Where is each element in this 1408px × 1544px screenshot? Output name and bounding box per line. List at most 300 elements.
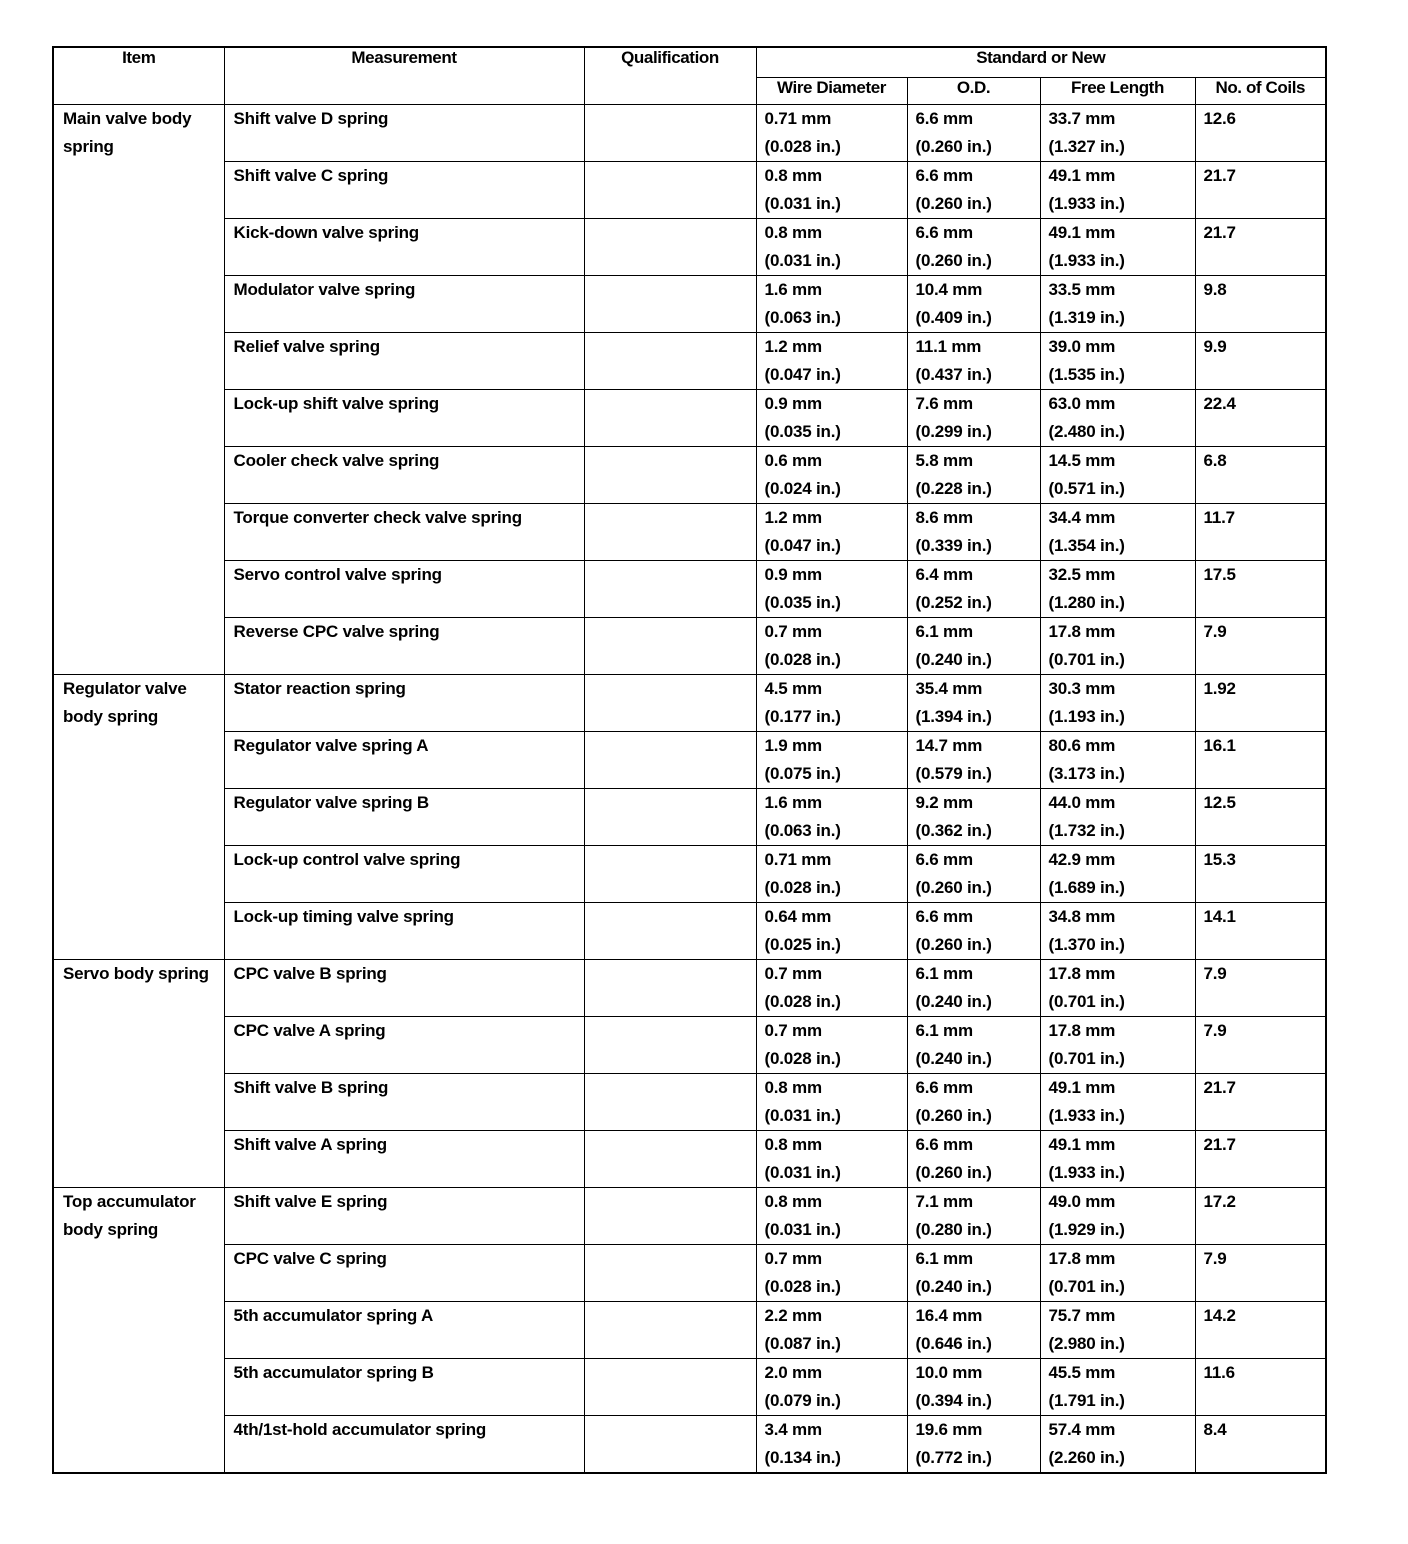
- free-length-mm: 49.1 mm: [1048, 1135, 1116, 1154]
- measurement-cell: Reverse CPC valve spring: [224, 618, 584, 675]
- item-label: Servo body spring: [63, 964, 209, 983]
- wire-diameter-cell: [756, 960, 907, 1017]
- qualification-cell: [584, 1245, 756, 1302]
- free-length-cell: [1040, 105, 1195, 162]
- qualification-cell: [584, 447, 756, 504]
- table-body: [53, 105, 1326, 1474]
- free-length-mm: 14.5 mm: [1048, 451, 1116, 470]
- od-mm: 6.1 mm: [915, 622, 973, 641]
- wire-diameter-in: (0.031 in.): [764, 1220, 841, 1239]
- wire-diameter-in: (0.028 in.): [764, 1049, 841, 1068]
- measurement-cell: Lock-up timing valve spring: [224, 903, 584, 960]
- wire-diameter-in: (0.031 in.): [764, 251, 841, 270]
- table-row: [53, 504, 1326, 561]
- wire-diameter-cell: [756, 561, 907, 618]
- wire-diameter-in: (0.031 in.): [764, 1163, 841, 1182]
- free-length-in: (0.701 in.): [1048, 650, 1125, 669]
- qualification-cell: [584, 1359, 756, 1416]
- item-group-label: [53, 960, 224, 1188]
- wire-diameter-in: (0.047 in.): [764, 365, 841, 384]
- header-standard-or-new: Standard or New: [756, 47, 1326, 77]
- od-cell: [907, 960, 1040, 1017]
- od-in: (0.260 in.): [915, 935, 992, 954]
- wire-diameter-in: (0.028 in.): [764, 137, 841, 156]
- measurement-cell: Servo control valve spring: [224, 561, 584, 618]
- qualification-cell: [584, 960, 756, 1017]
- measurement-cell: Lock-up control valve spring: [224, 846, 584, 903]
- wire-diameter-mm: 0.7 mm: [764, 964, 822, 983]
- free-length-cell: [1040, 903, 1195, 960]
- table-row: [53, 561, 1326, 618]
- od-cell: [907, 846, 1040, 903]
- od-in: (0.260 in.): [915, 1106, 992, 1125]
- qualification-cell: [584, 1188, 756, 1245]
- qualification-cell: [584, 1017, 756, 1074]
- wire-diameter-mm: 0.9 mm: [764, 394, 822, 413]
- wire-diameter-in: (0.035 in.): [764, 422, 841, 441]
- qualification-cell: [584, 732, 756, 789]
- coils-cell: 12.5: [1195, 789, 1326, 846]
- table-row: [53, 219, 1326, 276]
- od-mm: 6.1 mm: [915, 1249, 973, 1268]
- measurement-cell: Stator reaction spring: [224, 675, 584, 732]
- table-row: [53, 1131, 1326, 1188]
- measurement-cell: CPC valve B spring: [224, 960, 584, 1017]
- wire-diameter-in: (0.028 in.): [764, 878, 841, 897]
- table-row: [53, 1359, 1326, 1416]
- measurement-cell: Shift valve C spring: [224, 162, 584, 219]
- free-length-in: (2.260 in.): [1048, 1448, 1125, 1467]
- free-length-in: (2.480 in.): [1048, 422, 1125, 441]
- free-length-in: (3.173 in.): [1048, 764, 1125, 783]
- measurement-cell: Kick-down valve spring: [224, 219, 584, 276]
- free-length-mm: 57.4 mm: [1048, 1420, 1116, 1439]
- od-in: (0.228 in.): [915, 479, 992, 498]
- measurement-cell: 5th accumulator spring A: [224, 1302, 584, 1359]
- od-in: (0.260 in.): [915, 194, 992, 213]
- coils-cell: 6.8: [1195, 447, 1326, 504]
- free-length-mm: 80.6 mm: [1048, 736, 1116, 755]
- free-length-mm: 17.8 mm: [1048, 1249, 1116, 1268]
- free-length-in: (0.571 in.): [1048, 479, 1125, 498]
- od-in: (1.394 in.): [915, 707, 992, 726]
- wire-diameter-cell: [756, 1302, 907, 1359]
- od-cell: [907, 618, 1040, 675]
- free-length-mm: 33.7 mm: [1048, 109, 1116, 128]
- coils-cell: 21.7: [1195, 1074, 1326, 1131]
- free-length-mm: 30.3 mm: [1048, 679, 1116, 698]
- wire-diameter-cell: [756, 732, 907, 789]
- wire-diameter-cell: [756, 846, 907, 903]
- table-row: [53, 1416, 1326, 1474]
- item-group-label: [53, 675, 224, 960]
- wire-diameter-mm: 0.8 mm: [764, 1135, 822, 1154]
- od-cell: [907, 1359, 1040, 1416]
- free-length-in: (1.791 in.): [1048, 1391, 1125, 1410]
- free-length-in: (1.933 in.): [1048, 194, 1125, 213]
- od-mm: 16.4 mm: [915, 1306, 983, 1325]
- free-length-cell: [1040, 447, 1195, 504]
- qualification-cell: [584, 903, 756, 960]
- coils-cell: 17.2: [1195, 1188, 1326, 1245]
- wire-diameter-mm: 1.6 mm: [764, 280, 822, 299]
- measurement-cell: Regulator valve spring A: [224, 732, 584, 789]
- od-mm: 6.6 mm: [915, 1135, 973, 1154]
- wire-diameter-cell: [756, 1416, 907, 1474]
- measurement-cell: CPC valve C spring: [224, 1245, 584, 1302]
- free-length-mm: 17.8 mm: [1048, 1021, 1116, 1040]
- free-length-mm: 17.8 mm: [1048, 622, 1116, 641]
- coils-cell: 1.92: [1195, 675, 1326, 732]
- wire-diameter-cell: [756, 1017, 907, 1074]
- free-length-in: (2.980 in.): [1048, 1334, 1125, 1353]
- wire-diameter-in: (0.063 in.): [764, 308, 841, 327]
- od-in: (0.437 in.): [915, 365, 992, 384]
- free-length-in: (1.732 in.): [1048, 821, 1125, 840]
- od-cell: [907, 219, 1040, 276]
- coils-cell: 7.9: [1195, 618, 1326, 675]
- free-length-mm: 32.5 mm: [1048, 565, 1116, 584]
- od-mm: 5.8 mm: [915, 451, 973, 470]
- measurement-cell: Shift valve A spring: [224, 1131, 584, 1188]
- wire-diameter-in: (0.075 in.): [764, 764, 841, 783]
- table-row: [53, 789, 1326, 846]
- coils-cell: 21.7: [1195, 1131, 1326, 1188]
- table-row: [53, 276, 1326, 333]
- free-length-in: (0.701 in.): [1048, 992, 1125, 1011]
- free-length-mm: 75.7 mm: [1048, 1306, 1116, 1325]
- wire-diameter-mm: 0.71 mm: [764, 850, 832, 869]
- free-length-mm: 44.0 mm: [1048, 793, 1116, 812]
- od-in: (0.280 in.): [915, 1220, 992, 1239]
- od-mm: 6.6 mm: [915, 109, 973, 128]
- free-length-mm: 49.1 mm: [1048, 223, 1116, 242]
- coils-cell: 16.1: [1195, 732, 1326, 789]
- coils-cell: 17.5: [1195, 561, 1326, 618]
- free-length-in: (1.370 in.): [1048, 935, 1125, 954]
- table-row: [53, 390, 1326, 447]
- wire-diameter-mm: 0.71 mm: [764, 109, 832, 128]
- free-length-cell: [1040, 1017, 1195, 1074]
- free-length-cell: [1040, 1359, 1195, 1416]
- wire-diameter-mm: 2.0 mm: [764, 1363, 822, 1382]
- od-mm: 19.6 mm: [915, 1420, 983, 1439]
- wire-diameter-in: (0.177 in.): [764, 707, 841, 726]
- free-length-mm: 34.8 mm: [1048, 907, 1116, 926]
- od-cell: [907, 162, 1040, 219]
- coils-cell: 21.7: [1195, 162, 1326, 219]
- wire-diameter-in: (0.028 in.): [764, 1277, 841, 1296]
- free-length-cell: [1040, 1416, 1195, 1474]
- free-length-cell: [1040, 618, 1195, 675]
- spring-spec-table: [52, 46, 1327, 1474]
- wire-diameter-cell: [756, 390, 907, 447]
- od-in: (0.579 in.): [915, 764, 992, 783]
- free-length-in: (1.354 in.): [1048, 536, 1125, 555]
- free-length-mm: 17.8 mm: [1048, 964, 1116, 983]
- qualification-cell: [584, 333, 756, 390]
- od-mm: 10.4 mm: [915, 280, 983, 299]
- free-length-in: (1.280 in.): [1048, 593, 1125, 612]
- wire-diameter-mm: 0.64 mm: [764, 907, 832, 926]
- qualification-cell: [584, 162, 756, 219]
- od-in: (0.240 in.): [915, 650, 992, 669]
- wire-diameter-cell: [756, 447, 907, 504]
- qualification-cell: [584, 618, 756, 675]
- od-mm: 35.4 mm: [915, 679, 983, 698]
- coils-cell: 14.1: [1195, 903, 1326, 960]
- od-in: (0.299 in.): [915, 422, 992, 441]
- od-mm: 8.6 mm: [915, 508, 973, 527]
- wire-diameter-in: (0.079 in.): [764, 1391, 841, 1410]
- measurement-cell: Cooler check valve spring: [224, 447, 584, 504]
- table-row: [53, 960, 1326, 1017]
- od-in: (0.646 in.): [915, 1334, 992, 1353]
- od-mm: 7.6 mm: [915, 394, 973, 413]
- wire-diameter-cell: [756, 789, 907, 846]
- wire-diameter-mm: 0.7 mm: [764, 1021, 822, 1040]
- wire-diameter-in: (0.024 in.): [764, 479, 841, 498]
- od-cell: [907, 333, 1040, 390]
- od-in: (0.252 in.): [915, 593, 992, 612]
- free-length-in: (1.535 in.): [1048, 365, 1125, 384]
- od-cell: [907, 1302, 1040, 1359]
- wire-diameter-mm: 2.2 mm: [764, 1306, 822, 1325]
- od-cell: [907, 1245, 1040, 1302]
- qualification-cell: [584, 789, 756, 846]
- free-length-cell: [1040, 1302, 1195, 1359]
- header-row: [53, 47, 1326, 77]
- wire-diameter-in: (0.087 in.): [764, 1334, 841, 1353]
- od-cell: [907, 1017, 1040, 1074]
- table-row: [53, 903, 1326, 960]
- wire-diameter-cell: [756, 1188, 907, 1245]
- free-length-cell: [1040, 333, 1195, 390]
- table-row: [53, 846, 1326, 903]
- od-mm: 6.4 mm: [915, 565, 973, 584]
- wire-diameter-mm: 0.9 mm: [764, 565, 822, 584]
- od-mm: 6.6 mm: [915, 223, 973, 242]
- od-cell: [907, 447, 1040, 504]
- od-in: (0.260 in.): [915, 1163, 992, 1182]
- wire-diameter-in: (0.035 in.): [764, 593, 841, 612]
- wire-diameter-cell: [756, 1131, 907, 1188]
- header-coils: No. of Coils: [1195, 77, 1326, 104]
- qualification-cell: [584, 561, 756, 618]
- wire-diameter-cell: [756, 675, 907, 732]
- wire-diameter-cell: [756, 903, 907, 960]
- free-length-in: (1.933 in.): [1048, 251, 1125, 270]
- wire-diameter-cell: [756, 1359, 907, 1416]
- od-cell: [907, 732, 1040, 789]
- wire-diameter-mm: 1.6 mm: [764, 793, 822, 812]
- header-od: O.D.: [907, 77, 1040, 104]
- wire-diameter-in: (0.031 in.): [764, 1106, 841, 1125]
- qualification-cell: [584, 504, 756, 561]
- measurement-cell: Modulator valve spring: [224, 276, 584, 333]
- free-length-mm: 49.1 mm: [1048, 166, 1116, 185]
- coils-cell: 11.6: [1195, 1359, 1326, 1416]
- wire-diameter-cell: [756, 333, 907, 390]
- wire-diameter-in: (0.025 in.): [764, 935, 841, 954]
- od-mm: 6.6 mm: [915, 166, 973, 185]
- wire-diameter-mm: 0.6 mm: [764, 451, 822, 470]
- od-mm: 6.6 mm: [915, 907, 973, 926]
- item-group-label: [53, 1188, 224, 1474]
- measurement-cell: 4th/1st-hold accumulator spring: [224, 1416, 584, 1474]
- od-cell: [907, 1416, 1040, 1474]
- od-cell: [907, 675, 1040, 732]
- free-length-in: (1.193 in.): [1048, 707, 1125, 726]
- qualification-cell: [584, 1416, 756, 1474]
- table-row: [53, 675, 1326, 732]
- od-cell: [907, 105, 1040, 162]
- wire-diameter-cell: [756, 1074, 907, 1131]
- item-label: Main valve body spring: [63, 109, 192, 156]
- measurement-cell: Torque converter check valve spring: [224, 504, 584, 561]
- free-length-mm: 39.0 mm: [1048, 337, 1116, 356]
- free-length-cell: [1040, 1188, 1195, 1245]
- table-row: [53, 1017, 1326, 1074]
- free-length-in: (1.933 in.): [1048, 1163, 1125, 1182]
- od-mm: 6.6 mm: [915, 850, 973, 869]
- wire-diameter-mm: 3.4 mm: [764, 1420, 822, 1439]
- qualification-cell: [584, 219, 756, 276]
- free-length-in: (1.327 in.): [1048, 137, 1125, 156]
- header-item: Item: [53, 47, 224, 105]
- item-label: Top accumulator body spring: [63, 1192, 196, 1239]
- wire-diameter-mm: 4.5 mm: [764, 679, 822, 698]
- od-in: (0.362 in.): [915, 821, 992, 840]
- free-length-cell: [1040, 1131, 1195, 1188]
- coils-cell: 12.6: [1195, 105, 1326, 162]
- coils-cell: 8.4: [1195, 1416, 1326, 1474]
- wire-diameter-mm: 0.8 mm: [764, 166, 822, 185]
- od-cell: [907, 1131, 1040, 1188]
- table-row: [53, 333, 1326, 390]
- od-mm: 10.0 mm: [915, 1363, 983, 1382]
- wire-diameter-in: (0.063 in.): [764, 821, 841, 840]
- table-row: [53, 732, 1326, 789]
- item-group-label: [53, 105, 224, 675]
- wire-diameter-cell: [756, 162, 907, 219]
- free-length-in: (0.701 in.): [1048, 1049, 1125, 1068]
- od-cell: [907, 276, 1040, 333]
- header-wire-diameter: Wire Diameter: [756, 77, 907, 104]
- header-measurement: Measurement: [224, 47, 584, 105]
- coils-cell: 9.9: [1195, 333, 1326, 390]
- wire-diameter-mm: 1.2 mm: [764, 508, 822, 527]
- table-row: [53, 1302, 1326, 1359]
- od-in: (0.240 in.): [915, 1277, 992, 1296]
- wire-diameter-mm: 0.8 mm: [764, 1078, 822, 1097]
- od-in: (0.409 in.): [915, 308, 992, 327]
- od-in: (0.260 in.): [915, 878, 992, 897]
- free-length-cell: [1040, 276, 1195, 333]
- table-row: [53, 1074, 1326, 1131]
- wire-diameter-in: (0.047 in.): [764, 536, 841, 555]
- od-cell: [907, 1188, 1040, 1245]
- wire-diameter-cell: [756, 219, 907, 276]
- qualification-cell: [584, 105, 756, 162]
- free-length-cell: [1040, 390, 1195, 447]
- od-in: (0.240 in.): [915, 992, 992, 1011]
- od-in: (0.260 in.): [915, 251, 992, 270]
- od-cell: [907, 561, 1040, 618]
- free-length-cell: [1040, 732, 1195, 789]
- free-length-cell: [1040, 162, 1195, 219]
- table-row: [53, 1245, 1326, 1302]
- wire-diameter-in: (0.134 in.): [764, 1448, 841, 1467]
- free-length-cell: [1040, 675, 1195, 732]
- coils-cell: 7.9: [1195, 960, 1326, 1017]
- free-length-cell: [1040, 219, 1195, 276]
- free-length-in: (1.933 in.): [1048, 1106, 1125, 1125]
- free-length-mm: 34.4 mm: [1048, 508, 1116, 527]
- table-row: [53, 162, 1326, 219]
- coils-cell: 14.2: [1195, 1302, 1326, 1359]
- od-in: (0.339 in.): [915, 536, 992, 555]
- coils-cell: 7.9: [1195, 1017, 1326, 1074]
- table-row: [53, 105, 1326, 162]
- measurement-cell: Shift valve D spring: [224, 105, 584, 162]
- free-length-cell: [1040, 789, 1195, 846]
- od-in: (0.260 in.): [915, 137, 992, 156]
- free-length-in: (1.689 in.): [1048, 878, 1125, 897]
- free-length-in: (0.701 in.): [1048, 1277, 1125, 1296]
- free-length-mm: 42.9 mm: [1048, 850, 1116, 869]
- qualification-cell: [584, 276, 756, 333]
- od-mm: 6.1 mm: [915, 964, 973, 983]
- free-length-mm: 49.0 mm: [1048, 1192, 1116, 1211]
- od-in: (0.772 in.): [915, 1448, 992, 1467]
- od-mm: 11.1 mm: [915, 337, 982, 356]
- wire-diameter-mm: 1.2 mm: [764, 337, 822, 356]
- table-row: [53, 447, 1326, 504]
- wire-diameter-cell: [756, 618, 907, 675]
- wire-diameter-cell: [756, 1245, 907, 1302]
- table-row: [53, 618, 1326, 675]
- coils-cell: 15.3: [1195, 846, 1326, 903]
- measurement-cell: Shift valve E spring: [224, 1188, 584, 1245]
- header-free-length: Free Length: [1040, 77, 1195, 104]
- measurement-cell: Relief valve spring: [224, 333, 584, 390]
- free-length-cell: [1040, 1245, 1195, 1302]
- qualification-cell: [584, 846, 756, 903]
- wire-diameter-mm: 1.9 mm: [764, 736, 822, 755]
- wire-diameter-cell: [756, 504, 907, 561]
- free-length-cell: [1040, 960, 1195, 1017]
- od-in: (0.240 in.): [915, 1049, 992, 1068]
- measurement-cell: CPC valve A spring: [224, 1017, 584, 1074]
- free-length-mm: 33.5 mm: [1048, 280, 1116, 299]
- header-qualification: Qualification: [584, 47, 756, 105]
- coils-cell: 9.8: [1195, 276, 1326, 333]
- free-length-cell: [1040, 504, 1195, 561]
- measurement-cell: Shift valve B spring: [224, 1074, 584, 1131]
- od-mm: 9.2 mm: [915, 793, 973, 812]
- qualification-cell: [584, 675, 756, 732]
- od-mm: 7.1 mm: [915, 1192, 973, 1211]
- free-length-cell: [1040, 846, 1195, 903]
- wire-diameter-in: (0.028 in.): [764, 650, 841, 669]
- qualification-cell: [584, 390, 756, 447]
- od-cell: [907, 1074, 1040, 1131]
- wire-diameter-cell: [756, 105, 907, 162]
- coils-cell: 11.7: [1195, 504, 1326, 561]
- qualification-cell: [584, 1131, 756, 1188]
- od-mm: 6.1 mm: [915, 1021, 973, 1040]
